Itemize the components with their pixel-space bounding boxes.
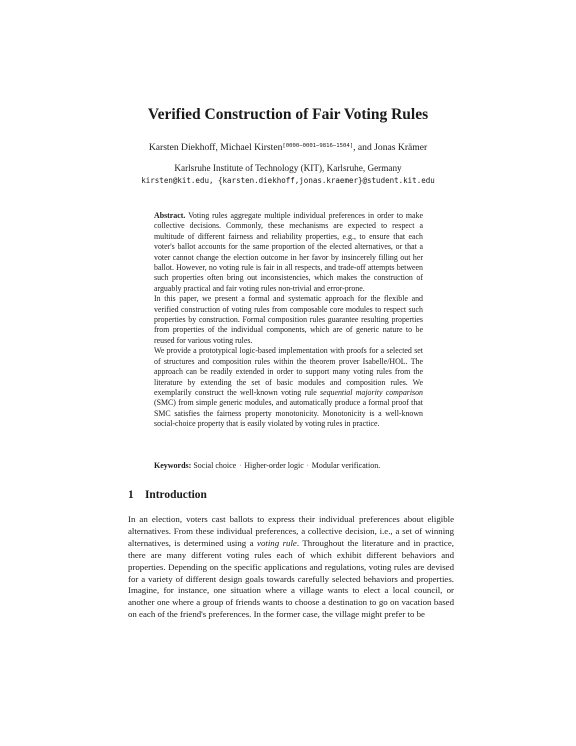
intro-paragraph — [128, 514, 454, 621]
abstract-emphasis: sequential majority comparison — [320, 387, 423, 397]
authors-last: , and Jonas Krämer — [353, 142, 428, 153]
intro-text-a: In an election, voters cast ballots to express their individual preferences about eligible alternatives. From these individual preferences, a collective decision, i.e., a set of winning alternatives, is determined using a — [128, 514, 454, 548]
abstract-text-3b: (SMC) from simple generic modules, and automatically produce a formal proof that SMC satisfies the fairness property monotonicity. Monotonicity is a well-known social-choice property that is easily violated by voting rules in practice. — [154, 398, 423, 429]
keyword-2: Higher-order logic — [244, 461, 304, 470]
keyword-separator: · — [306, 463, 309, 469]
author-emails: kirsten@kit.edu, {karsten.diekhoff,jonas.kraemer}@student.kit.edu — [141, 176, 435, 185]
author-list — [0, 142, 576, 153]
abstract-text-3a: We provide a prototypical logic-based implementation with proofs for a selected set of structures and composition rules within the theorem prover Isabelle/HOL. The approach can be readily extended in order to support many voting rules from the literature by extending the set of basic modules and composition rules. We exemplarily construct the well-known voting rule — [154, 346, 423, 397]
paper-title: Verified Construction of Fair Voting Rules — [147, 106, 429, 123]
abstract-paragraph-1 — [154, 211, 423, 294]
abstract-paragraph-3 — [154, 346, 423, 429]
section-heading — [128, 489, 207, 501]
abstract-paragraph-2: In this paper, we present a formal and systematic approach for the flexible and verified construction of voting rules from composable core modules to respect such properties by construction. Formal composition rules guarantee resulting properties from properties of the individual components, which are of generic nature to be reused for various voting rules. — [154, 294, 423, 345]
section-number: 1 — [128, 489, 134, 501]
affiliation: Karlsruhe Institute of Technology (KIT), Karlsruhe, Germany — [174, 163, 402, 173]
keywords-line — [154, 461, 444, 470]
intro-emphasis: voting rule — [257, 537, 297, 548]
authors-first: Karsten Diekhoff, Michael Kirsten — [148, 142, 283, 153]
orcid-id: [0000−0001−9816−1504] — [282, 143, 354, 149]
keyword-3: Modular verification. — [311, 461, 381, 470]
abstract — [154, 211, 423, 430]
section-title: Introduction — [145, 489, 207, 501]
abstract-text-1: Voting rules aggregate multiple individual preferences in order to make collective decisions. Commonly, these mechanisms are expected to respect a multitude of different fairness and reliability properties, e.g., to ensure that each voter's ballot accounts for the same proportion of the elected alternatives, or that a voter cannot change the election outcome in her favor by insincerely filling out her ballot. However, no voting rule is fair in all respects, and trade-off attempts between such properties often bring out inconsistencies, which makes the construction of arguably practical and fair voting rules non-trivial and error-prone. — [154, 211, 423, 293]
keywords-label: Keywords: — [154, 461, 192, 470]
keyword-1: Social choice — [193, 461, 237, 470]
abstract-label: Abstract. — [154, 211, 186, 220]
keyword-separator: · — [239, 463, 242, 469]
intro-text-b: . Throughout the literature and in practice, there are many different voting rules each of which exhibit different behaviors and properties. Depending on the specific applications and regulations, voting rules are devised for a variety of different design goals towards carefully selected behaviors and properties. Imagine, for instance, one situation where a village wants to elect a local council, or another one where a group of friends wants to choose a destination to go on vacation based on each of the friend's preferences. In the former case, the village might prefer to be — [128, 537, 454, 620]
